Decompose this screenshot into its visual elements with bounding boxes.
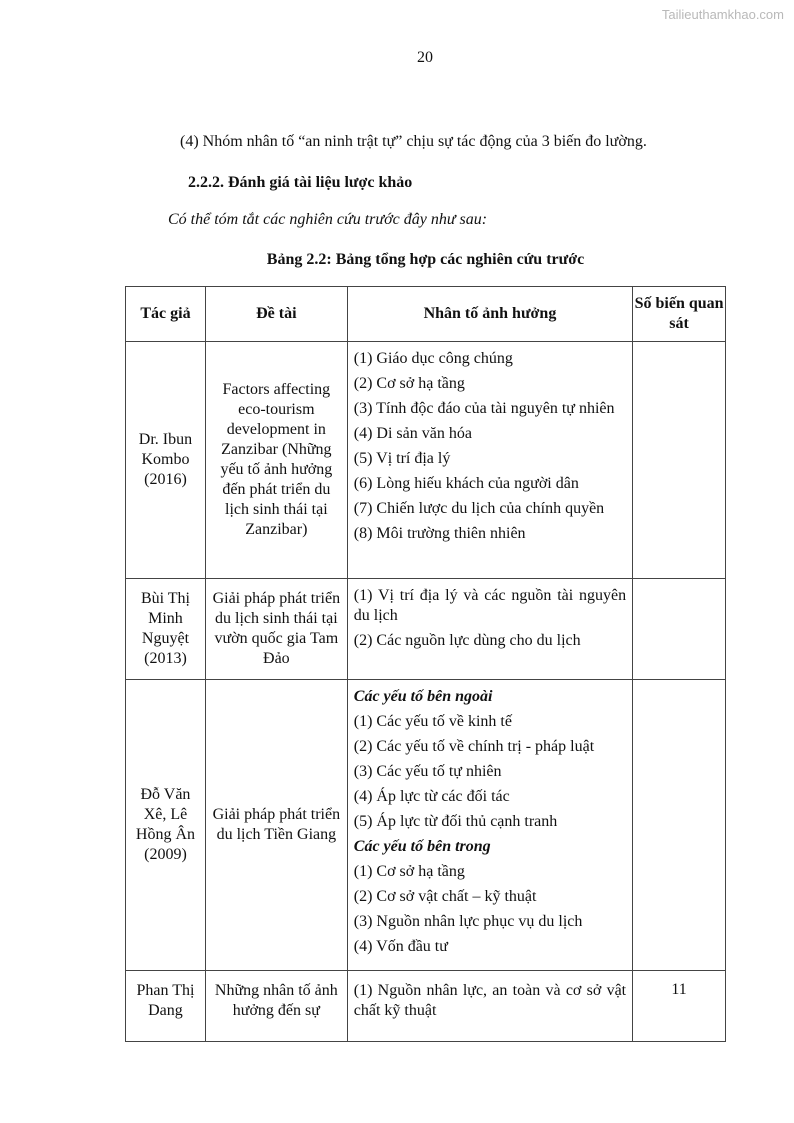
factor-item: (4) Áp lực từ các đối tác [353, 788, 510, 805]
factor-item: (3) Tính độc đáo của tài nguyên tự nhiên [353, 400, 615, 417]
watermark: Tailieuthamkhao.com [661, 7, 784, 22]
cell-topic: Factors affecting eco-tourism development in Zanzibar (Những yếu tố ảnh hưởng đến phát triển du lịch sinh thái tại Zanzibar) [205, 342, 347, 579]
factor-item: (2) Các nguồn lực dùng cho du lịch [353, 632, 581, 649]
cell-factors [347, 971, 632, 1042]
cell-author: Dr. Ibun Kombo (2016) [126, 342, 206, 579]
section-heading: 2.2.2. Đánh giá tài liệu lược khảo [188, 174, 413, 191]
factor-item: (1) Vị trí địa lý và các nguồn tài nguyên du lịch [353, 587, 627, 624]
table-row [126, 342, 726, 579]
factor-item: (5) Vị trí địa lý [353, 450, 451, 467]
factor-item: (8) Môi trường thiên nhiên [353, 525, 526, 542]
cell-author: Đỗ Văn Xê, Lê Hồng Ân (2009) [126, 680, 206, 971]
table-caption: Bảng 2.2: Bảng tổng hợp các nghiên cứu trước [266, 251, 585, 268]
cell-count: 11 [633, 971, 726, 1042]
cell-factors [347, 680, 632, 971]
factor-item: (3) Nguồn nhân lực phục vụ du lịch [353, 913, 583, 930]
cell-count [633, 342, 726, 579]
cell-topic: Giải pháp phát triển du lịch Tiền Giang [205, 680, 347, 971]
factor-item: (3) Các yếu tố tự nhiên [353, 763, 502, 780]
header-count: Số biến quan sát [633, 287, 726, 342]
factor-item: (4) Di sản văn hóa [353, 425, 472, 442]
paragraph-4: (4) Nhóm nhân tố “an ninh trật tự” chịu sự tác động của 3 biến đo lường. [180, 133, 647, 150]
cell-count [633, 579, 726, 680]
factor-item: (1) Các yếu tố về kinh tế [353, 713, 512, 730]
factor-item: (7) Chiến lược du lịch của chính quyền [353, 500, 605, 517]
cell-factors [347, 342, 632, 579]
page-number: 20 [417, 49, 433, 66]
factor-item: (2) Cơ sở hạ tầng [353, 375, 465, 392]
cell-topic: Giải pháp phát triển du lịch sinh thái tại vườn quốc gia Tam Đảo [205, 579, 347, 680]
factor-item: (4) Vốn đầu tư [353, 938, 448, 955]
factor-item: (1) Giáo dục công chúng [353, 350, 513, 367]
factor-item: (2) Các yếu tố về chính trị - pháp luật [353, 738, 595, 755]
header-author: Tác giả [126, 287, 206, 342]
factor-item: (1) Cơ sở hạ tầng [353, 863, 465, 880]
table-row [126, 971, 726, 1042]
header-topic: Đề tài [205, 287, 347, 342]
cell-factors [347, 579, 632, 680]
factor-item: (5) Áp lực từ đối thủ cạnh tranh [353, 813, 558, 830]
table-header-row [126, 287, 726, 342]
table-row [126, 680, 726, 971]
cell-author: Phan Thị Dang [126, 971, 206, 1042]
header-factors: Nhân tố ảnh hưởng [347, 287, 632, 342]
factor-group-internal: Các yếu tố bên trong [353, 838, 491, 855]
factor-item: (6) Lòng hiếu khách của người dân [353, 475, 579, 492]
cell-count [633, 680, 726, 971]
factor-item: (1) Nguồn nhân lực, an toàn và cơ sở vật chất kỹ thuật [353, 982, 627, 1019]
cell-topic: Những nhân tố ảnh hưởng đến sự [205, 971, 347, 1042]
intro-text: Có thể tóm tắt các nghiên cứu trước đây như sau: [168, 211, 488, 228]
factor-group-external: Các yếu tố bên ngoài [353, 688, 493, 705]
studies-table [125, 286, 726, 1042]
table-row [126, 579, 726, 680]
cell-author: Bùi Thị Minh Nguyệt (2013) [126, 579, 206, 680]
factor-item: (2) Cơ sở vật chất – kỹ thuật [353, 888, 537, 905]
